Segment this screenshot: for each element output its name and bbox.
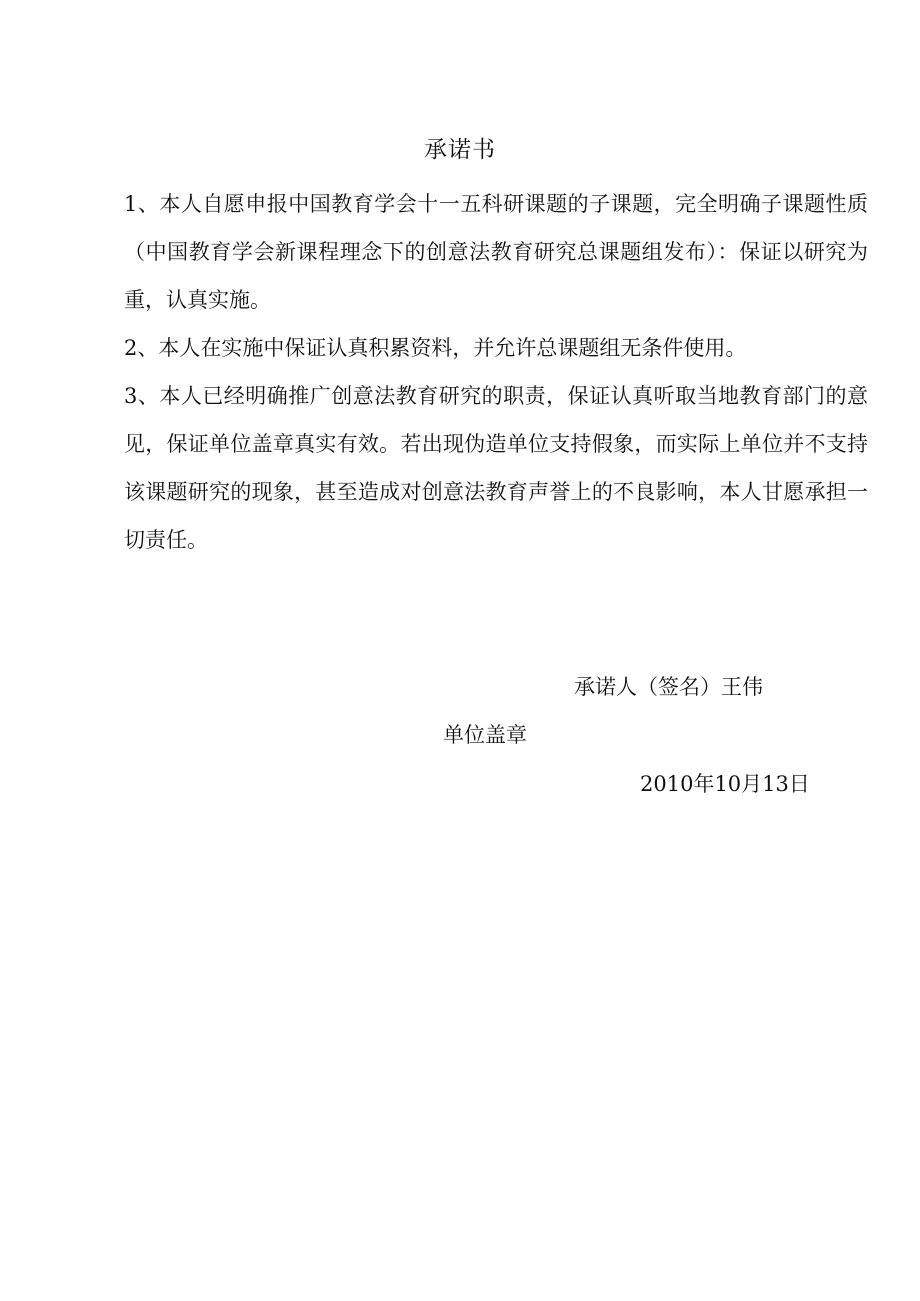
document-title: 承诺书	[424, 137, 496, 163]
date-text: 2010年10月13日	[640, 772, 810, 796]
signature-name: 王伟	[721, 675, 763, 699]
commitment-clause-3: 3、本人已经明确推广创意法教育研究的职责，保证认真听取当地教育部门的意见，保证单位盖章真实有效。若出现伪造单位支持假象，而实际上单位并不支持该课题研究的现象，甚至造成对创意法教育声誉上的不良影响，本人甘愿承担一切责任。	[124, 384, 868, 552]
commitment-clause-1: 1、本人自愿申报中国教育学会十一五科研课题的子课题，完全明确子课题性质（中国教育学会新课程理念下的创意法教育研究总课题组发布）：保证以研究为重，认真实施。	[124, 192, 868, 312]
signature-line	[574, 670, 763, 704]
commitment-body	[124, 180, 868, 564]
seal-label: 单位盖章	[443, 723, 527, 747]
signature-label: 承诺人（签名）	[574, 675, 721, 699]
commitment-clause-2: 2、本人在实施中保证认真积累资料，并允许总课题组无条件使用。	[124, 336, 747, 360]
